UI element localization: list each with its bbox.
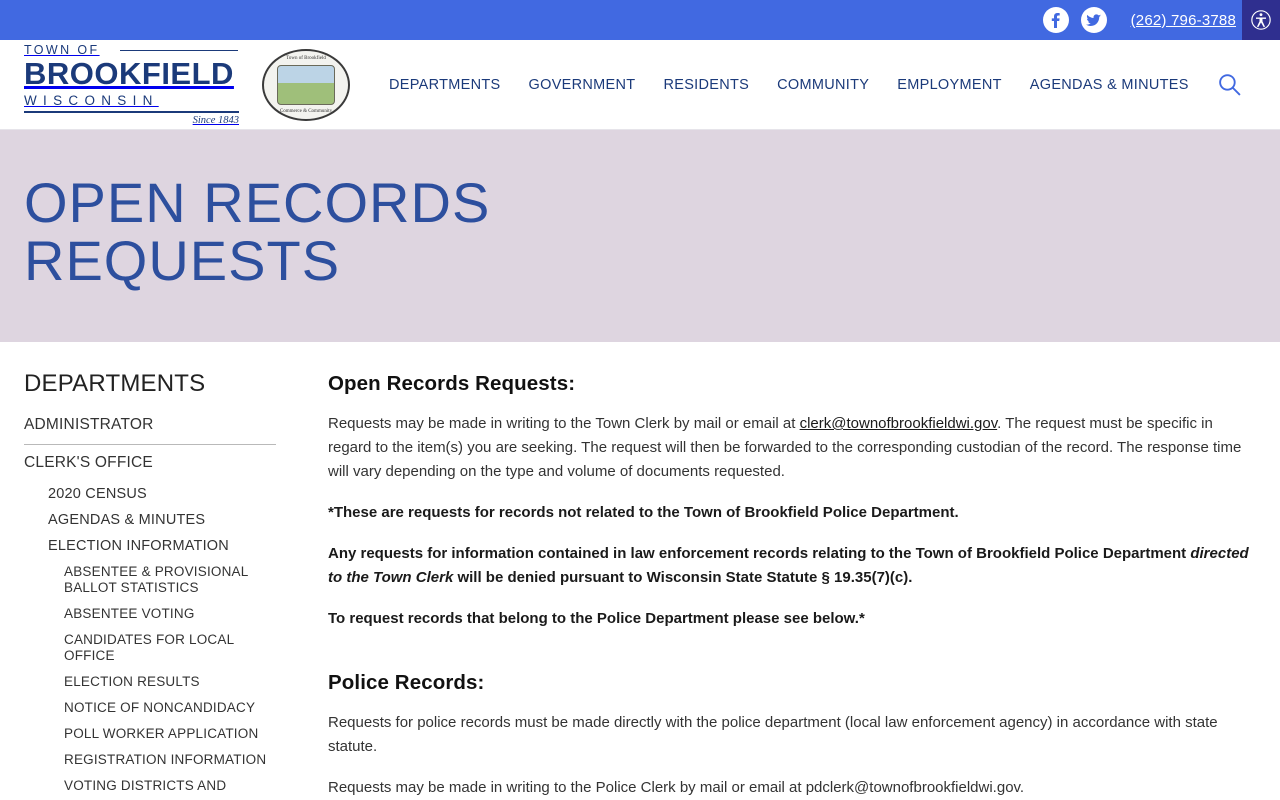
paragraph-police-clerk-email: Requests may be made in writing to the Police Clerk by mail or email at pdclerk@townofbrookfieldwi.gov.: [328, 779, 1025, 796]
nav-item-government[interactable]: GOVERNMENT: [528, 76, 636, 93]
twitter-icon[interactable]: [1081, 7, 1107, 33]
main-article: [300, 342, 1280, 800]
logo-line-since: Since 1843: [24, 111, 239, 126]
page-title-line-2: REQUESTS: [24, 229, 341, 292]
law-enforcement-text-b: will be denied pursuant to Wisconsin State Statute § 19.35(7)(c).: [453, 569, 913, 586]
page-title-line-1: OPEN RECORDS: [24, 171, 491, 234]
page-content: [0, 342, 1280, 800]
paragraph-police-records-statute: Requests for police records must be made directly with the police department (local law enforcement agency) in accordance with state statute.: [328, 714, 1218, 755]
accessibility-button[interactable]: [1242, 0, 1280, 40]
seal-bottom-text: Commerce & Community: [279, 108, 333, 114]
paragraph-non-police-note: *These are requests for records not related to the Town of Brookfield Police Department.: [328, 504, 959, 521]
page-hero: [0, 130, 1280, 342]
sidebar-item-clerks-office[interactable]: CLERK'S OFFICE: [24, 454, 153, 471]
main-navigation: [375, 67, 1242, 103]
logo-line-town-of: TOWN OF: [24, 43, 239, 57]
clerk-email-link[interactable]: clerk@townofbrookfieldwi.gov: [799, 415, 998, 432]
section-heading-open-records: Open Records Requests:: [328, 372, 576, 395]
nav-item-departments[interactable]: DEPARTMENTS: [389, 76, 501, 93]
search-icon[interactable]: [1217, 72, 1242, 97]
site-logo[interactable]: [24, 43, 239, 126]
nav-item-residents[interactable]: RESIDENTS: [663, 76, 750, 93]
sidebar-item-administrator[interactable]: ADMINISTRATOR: [24, 412, 276, 445]
social-links: [1043, 7, 1107, 33]
sidebar-item-notice-of-noncandidacy[interactable]: NOTICE OF NONCANDIDACY: [64, 700, 256, 715]
nav-item-agendas-minutes[interactable]: AGENDAS & MINUTES: [1029, 76, 1189, 93]
sidebar-item-2020-census[interactable]: 2020 CENSUS: [48, 486, 147, 502]
phone-number[interactable]: (262) 796-3788: [1130, 11, 1236, 29]
law-enforcement-emphasis: directed to the Town Clerk: [328, 545, 1249, 586]
logo-line-brookfield: BROOKFIELD: [24, 56, 234, 92]
nav-item-employment[interactable]: EMPLOYMENT: [897, 76, 1002, 93]
sidebar-heading: DEPARTMENTS: [24, 370, 206, 397]
seal-top-text: Town of Brookfield: [286, 55, 326, 61]
sidebar-item-agendas-minutes[interactable]: AGENDAS & MINUTES: [48, 512, 206, 528]
sidebar-item-candidates-for-local-office[interactable]: CANDIDATES FOR LOCAL OFFICE: [64, 632, 234, 663]
paragraph-request-instructions: [328, 412, 1250, 484]
sidebar: [0, 342, 300, 800]
sidebar-item-election-results[interactable]: ELECTION RESULTS: [64, 674, 200, 689]
facebook-icon[interactable]: [1043, 7, 1069, 33]
site-header: [0, 40, 1280, 130]
section-heading-police-records: Police Records:: [328, 671, 485, 694]
paragraph-text-after-link: . The request must be specific in regard to the item(s) you are seeking. The request will then be forwarded to the corresponding custodian of the record. The response time will vary depending on the type and volume of documents requested.: [328, 415, 1242, 480]
paragraph-law-enforcement-note: [328, 542, 1250, 590]
utility-bar: [0, 0, 1280, 40]
logo-line-wisconsin: WISCONSIN: [24, 92, 159, 108]
sidebar-item-absentee-voting[interactable]: ABSENTEE VOTING: [64, 606, 195, 621]
town-seal-icon: [261, 48, 351, 122]
sidebar-item-registration-information[interactable]: REGISTRATION INFORMATION: [64, 752, 267, 767]
nav-item-community[interactable]: COMMUNITY: [777, 76, 870, 93]
paragraph-see-below: To request records that belong to the Police Department please see below.*: [328, 610, 865, 627]
sidebar-item-absentee-provisional-ballot-statistics[interactable]: ABSENTEE & PROVISIONAL BALLOT STATISTICS: [64, 564, 248, 595]
sidebar-item-poll-worker-application[interactable]: POLL WORKER APPLICATION: [64, 726, 259, 741]
sidebar-item-voting-districts[interactable]: VOTING DISTRICTS AND: [64, 778, 227, 793]
paragraph-text-before-link: Requests may be made in writing to the Town Clerk by mail or email at: [328, 415, 800, 432]
page-title: [24, 171, 1280, 292]
law-enforcement-text-a: Any requests for information contained in law enforcement records relating to the Town of Brookfield Police Department: [328, 545, 1191, 562]
sidebar-item-election-information[interactable]: ELECTION INFORMATION: [48, 538, 229, 554]
